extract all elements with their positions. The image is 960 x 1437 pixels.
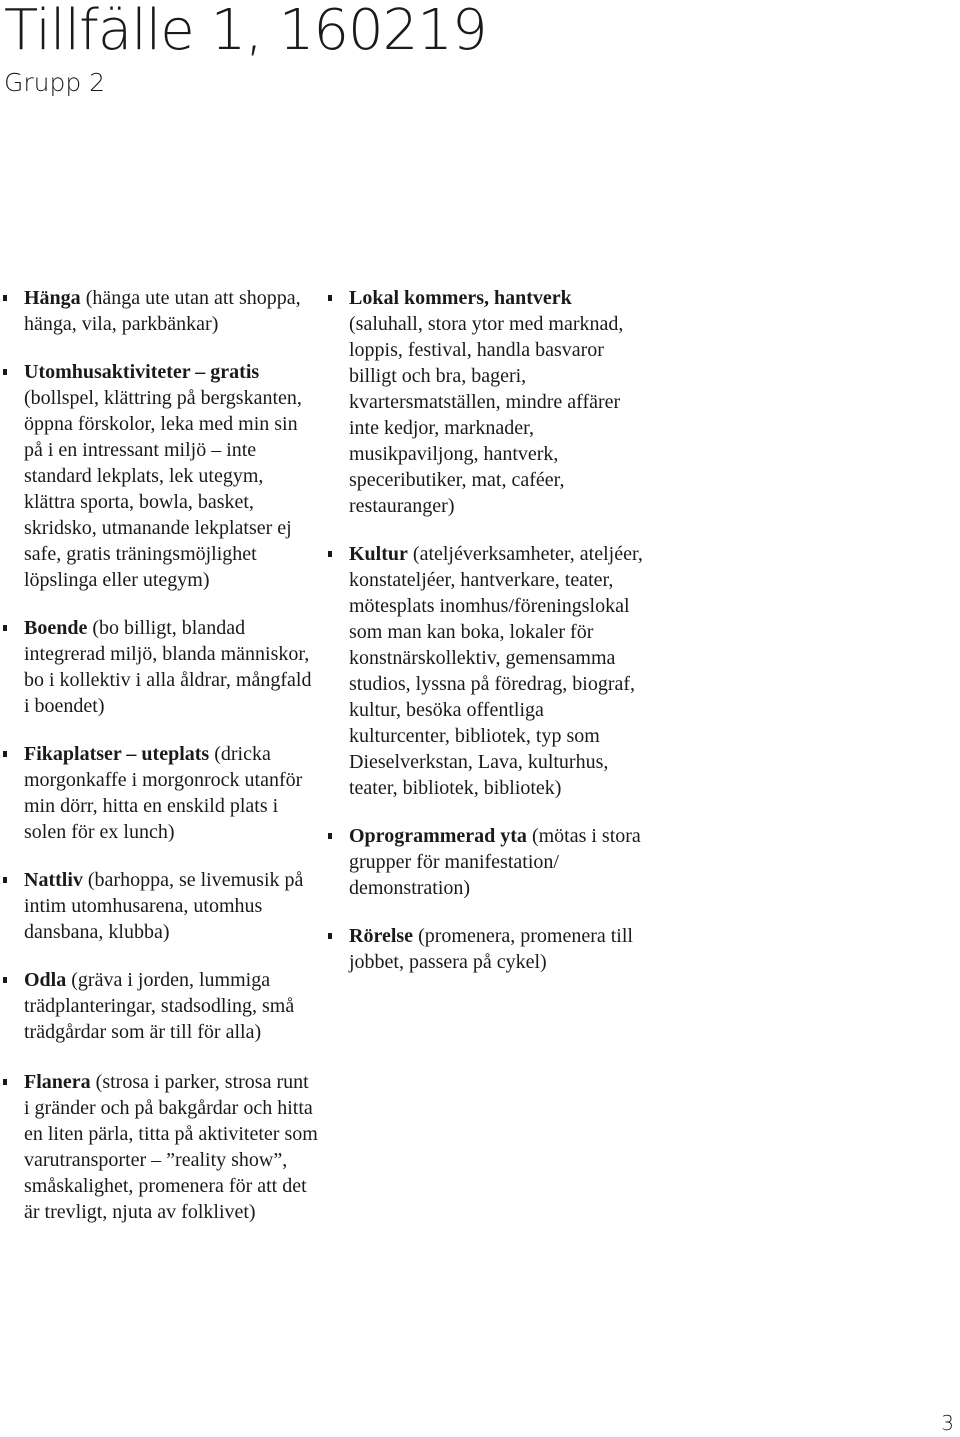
- list-item: [0, 615, 318, 719]
- item-text: (strosa i parker, strosa runt i gränder och på bakgårdar och hitta en liten pärla, titta på aktiviteter som varutransporter – ”reality show”, småskalighet, promenera för att det är trevligt, njuta av folklivet): [24, 1071, 318, 1223]
- left-column-list: [0, 285, 318, 1247]
- item-text: (mötas i stora grupper för manifestation/ demonstration): [349, 825, 641, 899]
- item-term: Hänga: [24, 287, 81, 309]
- item-term: Lokal kommers, hantverk: [349, 287, 572, 309]
- item-text: (promenera, promenera till jobbet, passera på cykel): [349, 925, 633, 973]
- item-term: Fikaplatser – uteplats: [24, 743, 210, 765]
- item-term: Kultur: [349, 543, 408, 565]
- page-number: 3: [941, 1411, 954, 1435]
- item-term: Oprogrammerad yta: [349, 825, 527, 847]
- list-item: [325, 541, 645, 801]
- list-item: [325, 923, 645, 975]
- list-item: [0, 359, 318, 593]
- item-term: Boende: [24, 617, 88, 639]
- item-text: (gräva i jorden, lummiga trädplanteringar, stadsodling, små trädgårdar som är till för alla): [24, 969, 295, 1043]
- item-text: (saluhall, stora ytor med marknad, loppis, festival, handla basvaror billigt och bra, bageri, kvartersmatställen, mindre affärer inte kedjor, marknader, musikpaviljong, hantverk, speceributiker, mat, caféer, restauranger): [349, 313, 624, 517]
- list-item: [0, 867, 318, 945]
- list-item: [0, 285, 318, 337]
- list-item: [325, 285, 645, 519]
- list-item: [0, 741, 318, 845]
- list-item: [325, 823, 645, 901]
- list-item: [0, 967, 318, 1045]
- item-term: Nattliv: [24, 869, 83, 891]
- item-text: (bollspel, klättring på bergskanten, öppna förskolor, leka med min sin på i en intressant miljö – inte standard lekplats, lek utegym, klättra sporta, bowla, basket, skridsko, utmanande lekplatser ej safe, gratis träningsmöjlighet löpslinga eller utegym): [24, 387, 302, 591]
- item-text: (hänga ute utan att shoppa, hänga, vila, parkbänkar): [24, 287, 301, 335]
- list-item: [0, 1069, 318, 1225]
- item-term: Utomhusaktiviteter – gratis: [24, 361, 260, 383]
- item-term: Flanera: [24, 1071, 91, 1093]
- item-term: Rörelse: [349, 925, 414, 947]
- page-subtitle: Grupp 2: [4, 68, 106, 97]
- item-text: (bo billigt, blandad integrerad miljö, blanda människor, bo i kollektiv i alla åldrar, mångfald i boendet): [24, 617, 312, 717]
- item-text: (dricka morgonkaffe i morgonrock utanför min dörr, hitta en enskild plats i solen för ex lunch): [24, 743, 303, 843]
- page-title: Tillfälle 1, 160219: [4, 0, 487, 63]
- item-text: (ateljéverksamheter, ateljéer, konstateljéer, hantverkare, teater, mötesplats inomhus/föreningslokal som man kan boka, lokaler för konstnärskollektiv, gemensamma studios, lyssna på föredrag, biograf, kultur, besöka offentliga kulturcenter, bibliotek, typ som Dieselverkstan, Lava, kulturhus, teater, bibliotek, bibliotek): [349, 543, 643, 799]
- item-term: Odla: [24, 969, 67, 991]
- right-column-list: [325, 285, 645, 997]
- item-text: (barhoppa, se livemusik på intim utomhusarena, utomhus dansbana, klubba): [24, 869, 304, 943]
